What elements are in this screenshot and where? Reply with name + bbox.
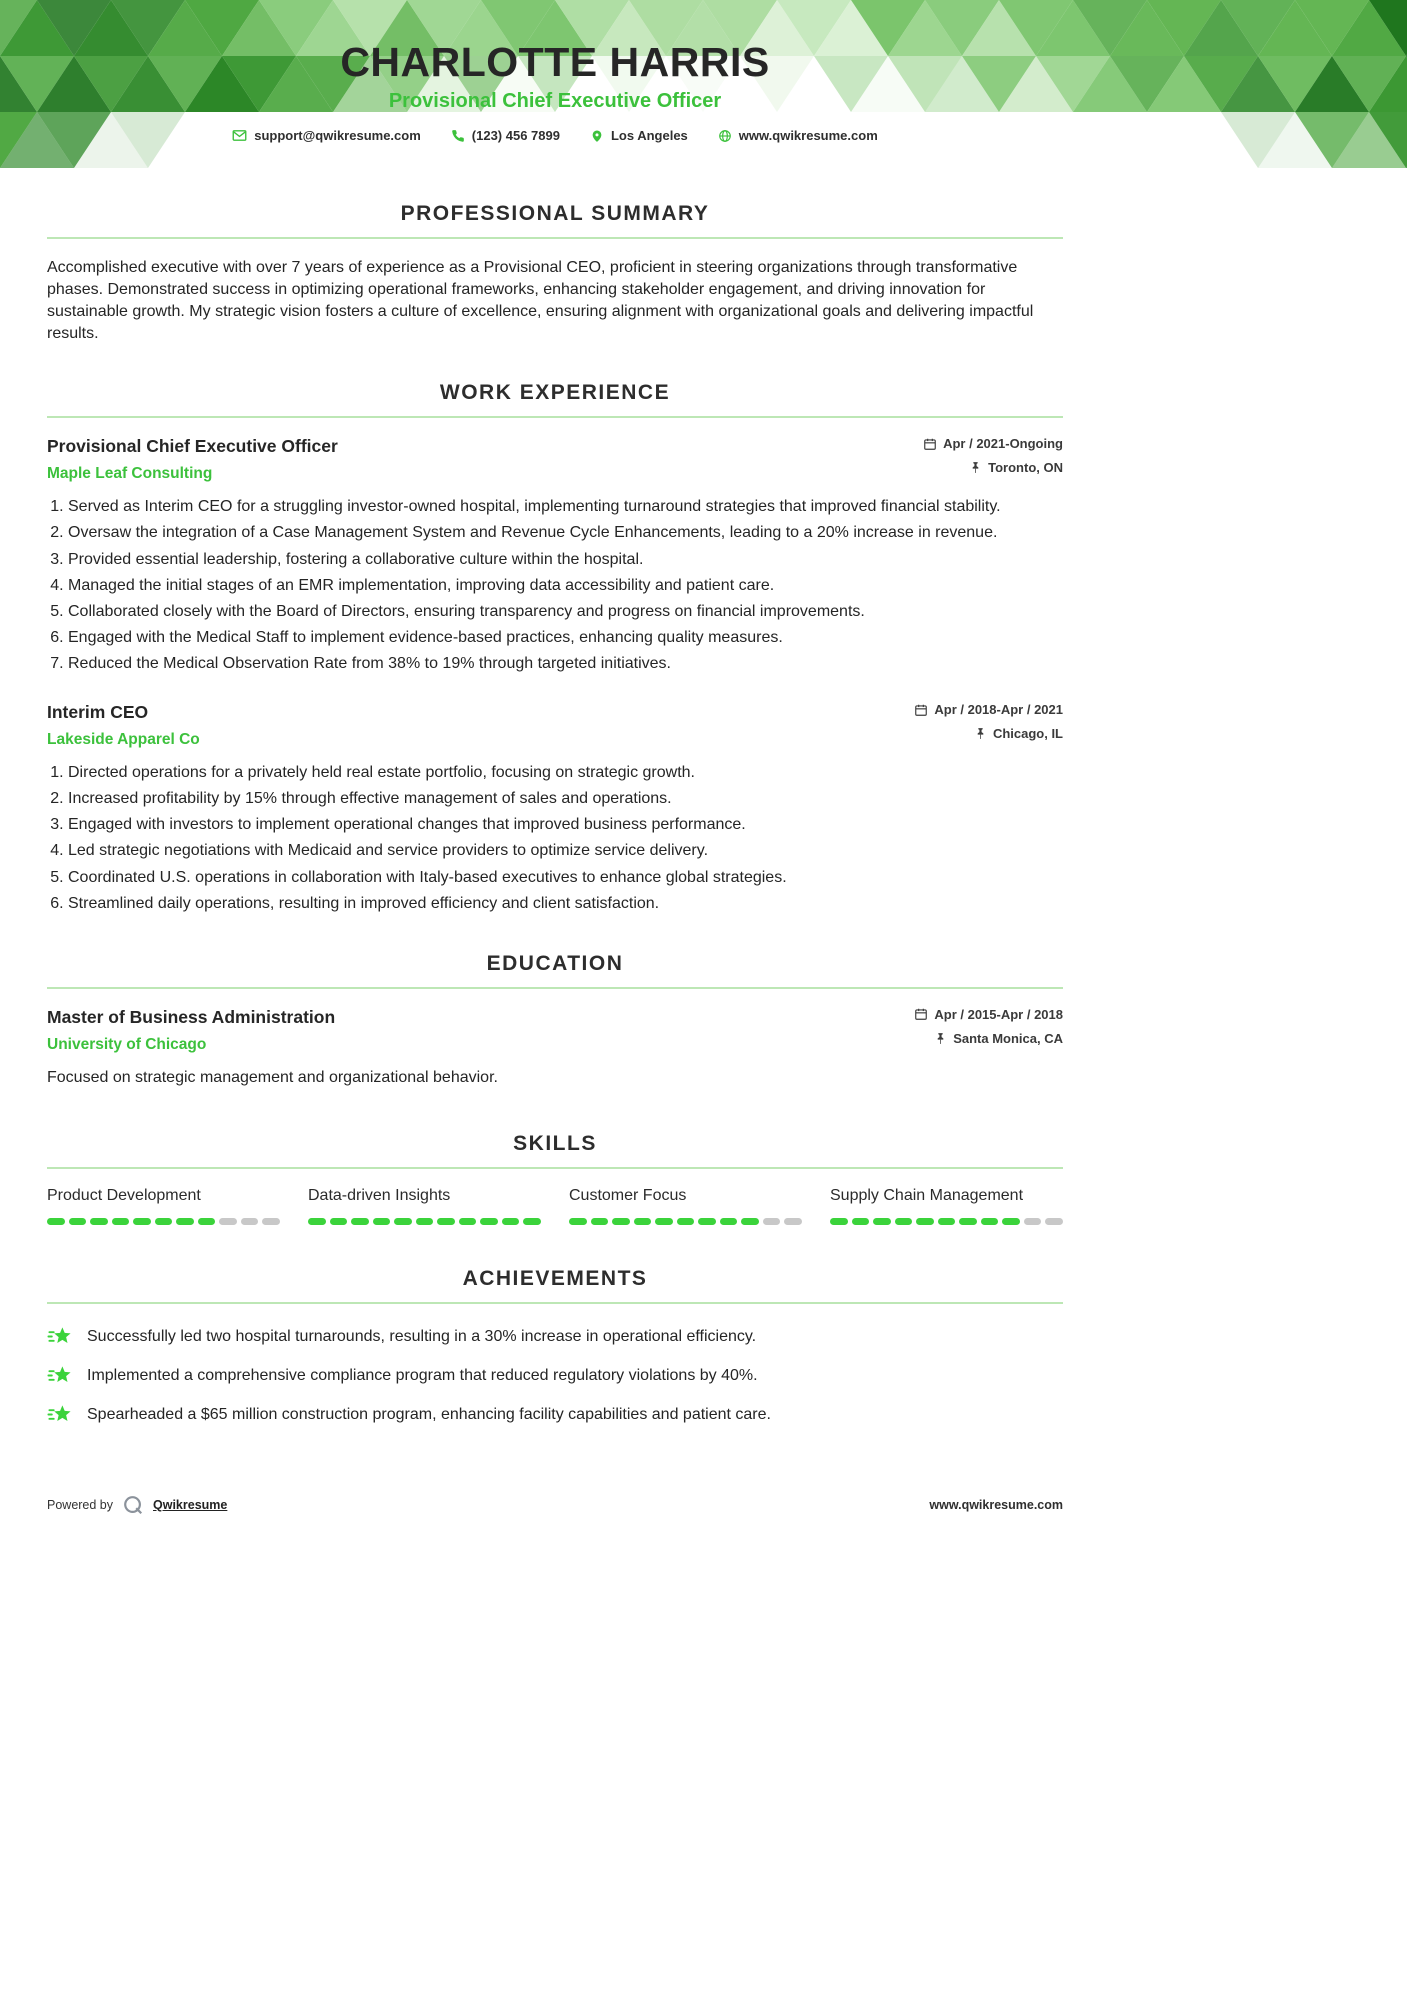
skill-label: Customer Focus [569, 1187, 687, 1205]
calendar-icon [923, 437, 937, 451]
section-heading: SKILLS [513, 1132, 597, 1156]
skill-bar-segment [459, 1218, 477, 1225]
job-company: Maple Leaf Consulting [47, 465, 213, 483]
skill-label: Supply Chain Management [830, 1187, 1024, 1205]
job-company: Lakeside Apparel Co [47, 731, 200, 749]
skill-bar-segment [895, 1218, 913, 1225]
pushpin-icon [974, 727, 987, 740]
skill-bar-segment [198, 1218, 216, 1225]
skill-bar [830, 1218, 1063, 1225]
job-bullet: 2. Increased profitability by 15% through effective management of sales and operations. [68, 788, 1063, 809]
skill-bar-segment [852, 1218, 870, 1225]
achievement-text: Spearheaded a $65 million construction program, enhancing facility capabilities and patient care. [87, 1405, 771, 1423]
contact-phone[interactable] [451, 128, 560, 143]
section-divider [47, 987, 1063, 989]
education-dates-text: Apr / 2015-Apr / 2018 [934, 1006, 1063, 1022]
job-bullet: 6. Engaged with the Medical Staff to implement evidence-based practices, enhancing quality measures. [68, 627, 1063, 648]
skill-bar-segment [133, 1218, 151, 1225]
phone-icon [451, 129, 465, 143]
skill-bar-segment [90, 1218, 108, 1225]
job-title: Interim CEO [47, 702, 149, 723]
job-location [923, 460, 1063, 475]
school-name: University of Chicago [47, 1035, 207, 1053]
skill-bar-segment [47, 1218, 65, 1225]
calendar-icon [914, 703, 928, 717]
skill-bar-segment [916, 1218, 934, 1225]
skill-bar-segment [1002, 1218, 1020, 1225]
job-location [914, 726, 1063, 741]
skill-bar-segment [330, 1218, 348, 1225]
skill-item [308, 1187, 541, 1225]
job-bullet: 1. Served as Interim CEO for a struggling investor-owned hospital, implementing turnaround strategies that improved financial stability. [68, 496, 1063, 517]
footer-url[interactable]: www.qwikresume.com [929, 1498, 1063, 1512]
section-professional-summary [47, 202, 1063, 345]
job-bullet: 4. Managed the initial stages of an EMR implementation, improving data accessibility and patient care. [68, 575, 1063, 596]
job-bullet: 6. Streamlined daily operations, resulting in improved efficiency and client satisfaction. [68, 893, 1063, 914]
skill-bar-segment [351, 1218, 369, 1225]
job-bullets [47, 496, 1063, 674]
skill-bar-segment [634, 1218, 652, 1225]
skill-bar-segment [612, 1218, 630, 1225]
job-dates [923, 436, 1063, 451]
degree-title: Master of Business Administration [47, 1006, 336, 1027]
contact-location [590, 128, 688, 143]
education-entry [47, 1007, 1063, 1089]
skill-bar-segment [373, 1218, 391, 1225]
skill-bar-segment [655, 1218, 673, 1225]
skill-bar-segment [394, 1218, 412, 1225]
contact-email-text: support@qwikresume.com [254, 128, 421, 144]
section-education [47, 952, 1063, 1089]
section-heading: EDUCATION [486, 951, 624, 975]
section-divider [47, 416, 1063, 418]
contact-website-text: www.qwikresume.com [738, 128, 878, 144]
section-divider [47, 237, 1063, 239]
achievement-text: Successfully led two hospital turnarounds, resulting in a 30% increase in operational efficiency. [87, 1327, 757, 1345]
skill-bar-segment [569, 1218, 587, 1225]
skill-bar-segment [830, 1218, 848, 1225]
skill-bar-segment [69, 1218, 87, 1225]
job-entry [47, 702, 1063, 914]
candidate-name: CHARLOTTE HARRIS [340, 39, 770, 85]
education-note: Focused on strategic management and organizational behavior. [47, 1068, 498, 1086]
section-divider [47, 1302, 1063, 1304]
skills-grid [47, 1187, 1063, 1225]
skill-bar-segment [262, 1218, 280, 1225]
summary-text: Accomplished executive with over 7 years of experience as a Provisional CEO, proficient in steering organizations through transformative phases. Demonstrated success in optimizing operational frameworks, enhancing stakeholder engagement, and driving innovation for sustainable growth. My strategic vision fosters a culture of excellence, ensuring alignment with organizational goals and delivering impactful results. [47, 259, 1034, 343]
pushpin-icon [934, 1032, 947, 1045]
skill-item [47, 1187, 280, 1225]
star-icon [47, 1402, 72, 1427]
envelope-icon [232, 128, 247, 143]
section-heading: PROFESSIONAL SUMMARY [400, 202, 710, 225]
section-heading: ACHIEVEMENTS [462, 1267, 648, 1291]
skill-bar-segment [784, 1218, 802, 1225]
achievements-list [47, 1324, 1063, 1427]
skill-bar-segment [677, 1218, 695, 1225]
skill-bar-segment [698, 1218, 716, 1225]
job-bullet: 5. Collaborated closely with the Board of Directors, ensuring transparency and progress on financial improvements. [68, 601, 1063, 622]
map-pin-icon [590, 129, 604, 143]
skill-item [569, 1187, 802, 1225]
skill-bar-segment [981, 1218, 999, 1225]
job-bullet: 2. Oversaw the integration of a Case Management System and Revenue Cycle Enhancements, leading to a 20% increase in revenue. [68, 522, 1063, 543]
page-footer [47, 1494, 1063, 1516]
skill-bar-segment [763, 1218, 781, 1225]
skill-label: Data-driven Insights [308, 1187, 451, 1205]
skill-bar-segment [741, 1218, 759, 1225]
job-dates-text: Apr / 2018-Apr / 2021 [934, 702, 1063, 718]
skill-bar-segment [416, 1218, 434, 1225]
star-icon [47, 1363, 72, 1388]
qwikresume-logo-icon [122, 1494, 144, 1516]
skill-bar [569, 1218, 802, 1225]
job-dates [914, 702, 1063, 717]
job-bullets [47, 762, 1063, 914]
job-bullet: 5. Coordinated U.S. operations in collaboration with Italy-based executives to enhance global strategies. [68, 867, 1063, 888]
skill-bar-segment [155, 1218, 173, 1225]
calendar-icon [914, 1007, 928, 1021]
skill-bar-segment [959, 1218, 977, 1225]
achievement-text: Implemented a comprehensive compliance program that reduced regulatory violations by 40%. [87, 1366, 758, 1384]
skill-bar-segment [1045, 1218, 1063, 1225]
section-skills [47, 1132, 1063, 1225]
education-dates [914, 1007, 1063, 1022]
section-divider [47, 1167, 1063, 1169]
job-entry [47, 436, 1063, 674]
job-bullet: 4. Led strategic negotiations with Medicaid and service providers to optimize service delivery. [68, 840, 1063, 861]
education-location [914, 1031, 1063, 1046]
skill-bar-segment [176, 1218, 194, 1225]
powered-by [47, 1494, 227, 1516]
contact-phone-text: (123) 456 7899 [471, 128, 560, 144]
achievement-item [47, 1324, 1063, 1349]
pushpin-icon [969, 461, 982, 474]
achievement-item [47, 1363, 1063, 1388]
skill-bar-segment [502, 1218, 520, 1225]
job-bullet: 3. Provided essential leadership, fostering a collaborative culture within the hospital. [68, 549, 1063, 570]
education-location-text: Santa Monica, CA [953, 1030, 1063, 1046]
skill-bar-segment [308, 1218, 326, 1225]
job-location-text: Chicago, IL [992, 726, 1063, 742]
qwikresume-link[interactable]: Qwikresume [153, 1498, 228, 1512]
contact-row [47, 128, 1063, 143]
skill-bar-segment [720, 1218, 738, 1225]
job-dates-text: Apr / 2021-Ongoing [943, 436, 1063, 452]
powered-by-label: Powered by [47, 1498, 114, 1512]
globe-icon [718, 129, 732, 143]
skill-bar-segment [480, 1218, 498, 1225]
skill-bar-segment [873, 1218, 891, 1225]
job-bullet: 7. Reduced the Medical Observation Rate from 38% to 19% through targeted initiatives. [68, 653, 1063, 674]
skill-item [830, 1187, 1063, 1225]
job-bullet: 1. Directed operations for a privately held real estate portfolio, focusing on strategic growth. [68, 762, 1063, 783]
contact-website[interactable] [718, 128, 878, 143]
skill-bar-segment [219, 1218, 237, 1225]
skill-bar-segment [523, 1218, 541, 1225]
skill-bar-segment [112, 1218, 130, 1225]
job-title: Provisional Chief Executive Officer [47, 436, 338, 457]
skill-bar-segment [437, 1218, 455, 1225]
section-work-experience [47, 381, 1063, 913]
skill-bar-segment [591, 1218, 609, 1225]
skill-label: Product Development [47, 1187, 201, 1205]
job-bullet: 3. Engaged with investors to implement operational changes that improved business performance. [68, 814, 1063, 835]
resume-header [0, 0, 1407, 172]
contact-email[interactable] [232, 128, 421, 143]
work-entries [47, 436, 1063, 913]
section-achievements [47, 1267, 1063, 1427]
job-location-text: Toronto, ON [988, 460, 1063, 476]
skill-bar [47, 1218, 280, 1225]
skill-bar-segment [938, 1218, 956, 1225]
candidate-title: Provisional Chief Executive Officer [388, 90, 722, 113]
section-heading: WORK EXPERIENCE [439, 381, 671, 405]
skill-bar [308, 1218, 541, 1225]
achievement-item [47, 1402, 1063, 1427]
star-icon [47, 1324, 72, 1349]
skill-bar-segment [1024, 1218, 1042, 1225]
contact-location-text: Los Angeles [610, 128, 688, 144]
skill-bar-segment [241, 1218, 259, 1225]
